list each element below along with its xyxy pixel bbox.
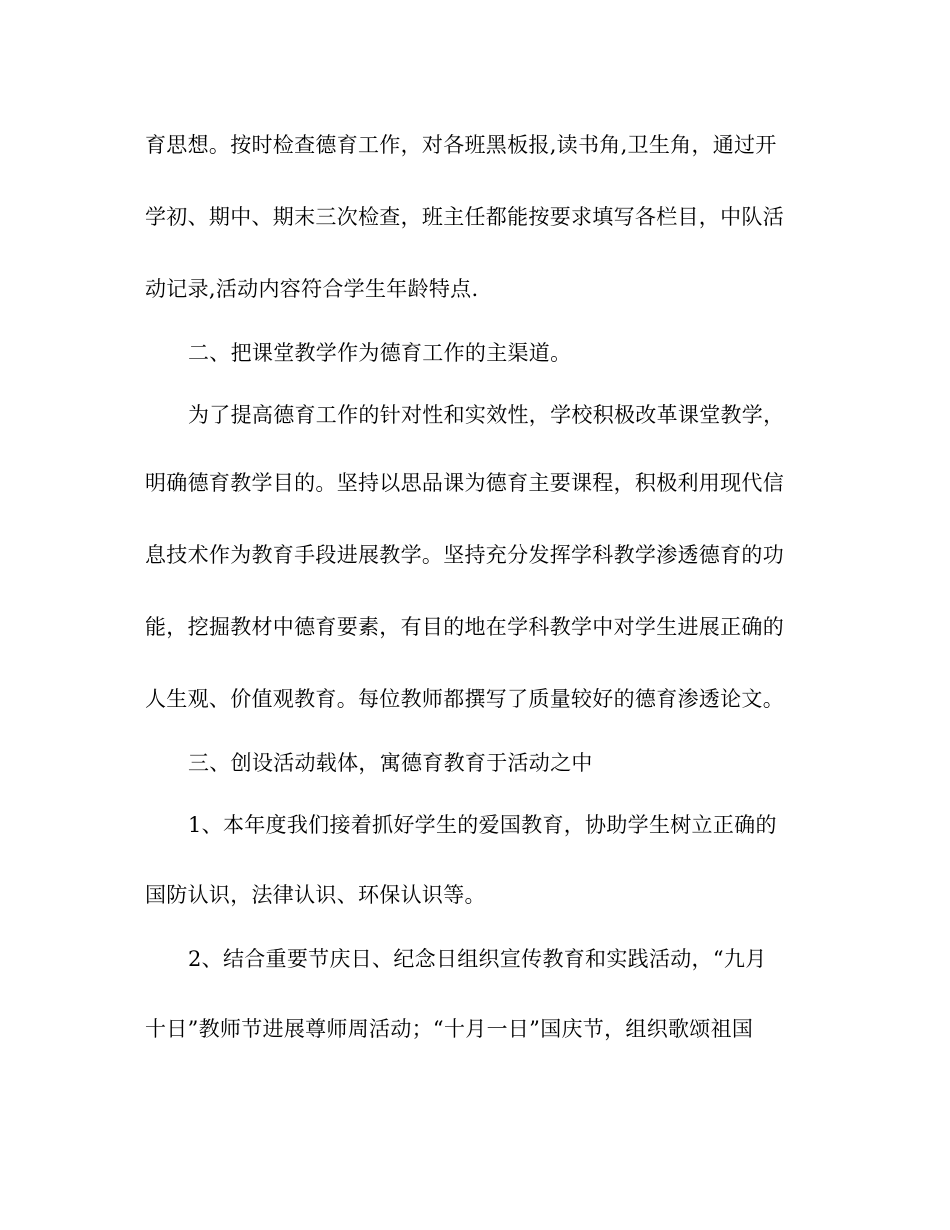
text-line: 2、结合重要节庆日、纪念日组织宣传教育和实践活动，“九月: [188, 947, 767, 971]
text-line: 人生观、价值观教育。每位教师都撰写了质量较好的德育渗透论文。: [145, 687, 784, 711]
text-line: 学初、期中、期末三次检查，班主任都能按要求填写各栏目，中队活: [145, 205, 784, 229]
text-line: 十日”教师节进展尊师周活动；“十月一日”国庆节，组织歌颂祖国: [145, 1017, 754, 1041]
text-line: 动记录,活动内容符合学生年龄特点.: [145, 277, 479, 301]
text-line: 能，挖掘教材中德育要素，有目的地在学科教学中对学生进展正确的: [145, 615, 784, 639]
text-line: 育思想。按时检查德育工作，对各班黑板报,读书角,卫生角，通过开: [145, 133, 777, 157]
section-heading: 三、创设活动载体，寓德育教育于活动之中: [188, 751, 593, 775]
text-line: 1、本年度我们接着抓好学生的爱国教育，协助学生树立正确的: [188, 813, 777, 837]
text-line: 国防认识，法律认识、环保认识等。: [145, 883, 486, 907]
section-heading: 二、把课堂教学作为德育工作的主渠道。: [188, 341, 572, 365]
text-line: 明确德育教学目的。坚持以思品课为德育主要课程，积极利用现代信: [145, 471, 784, 495]
text-line: 为了提高德育工作的针对性和实效性，学校积极改革课堂教学，: [188, 403, 785, 427]
text-line: 息技术作为教育手段进展教学。坚持充分发挥学科教学渗透德育的功: [145, 543, 784, 567]
